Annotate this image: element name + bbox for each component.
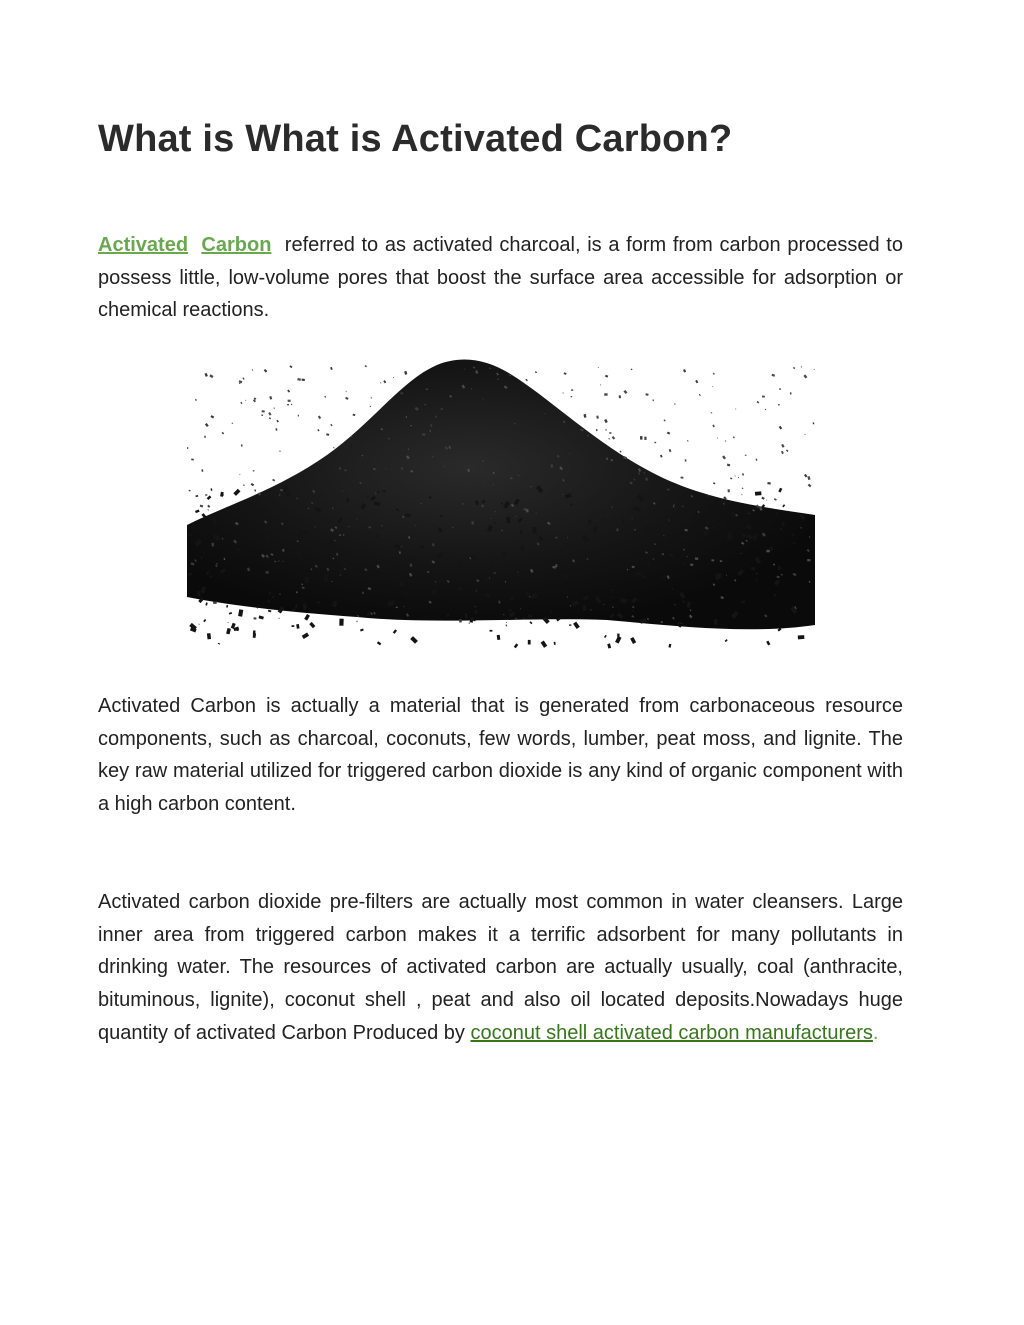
intro-paragraph: [98, 229, 903, 327]
activated-link[interactable]: Activated: [98, 234, 189, 256]
prefilters-text: Activated carbon dioxide pre-filters are actually most common in water cleansers. Large inner area from triggered carbon makes it a terrific adsorbent for many pollutants in drinking water. The resources of activated carbon are actually usually, coal (anthracite, bituminous, lignite), coconut shell , peat and also oil located deposits.Nowadays huge quantity of activated Carbon Produced by: [98, 891, 903, 1044]
carbon-link[interactable]: Carbon: [201, 234, 272, 256]
sentence-end: .: [872, 1021, 879, 1044]
page-title: What is What is Activated Carbon?: [98, 118, 733, 160]
activated-carbon-image: [187, 335, 815, 649]
prefilters-paragraph: [98, 886, 903, 1050]
activated-carbon-pile-icon: [187, 335, 815, 649]
materials-paragraph: Activated Carbon is actually a material that is generated from carbonaceous resource components, such as charcoal, coconuts, few words, lumber, peat moss, and lignite. The key raw material utilized for triggered carbon dioxide is any kind of organic component with a high carbon content.: [98, 695, 903, 816]
intro-text: referred to as activated charcoal, is a form from carbon processed to possess little, low-volume pores that boost the surface area accessible for adsorption or chemical reactions.: [98, 234, 903, 322]
manufacturers-link[interactable]: coconut shell activated carbon manufacturers: [470, 1021, 873, 1044]
